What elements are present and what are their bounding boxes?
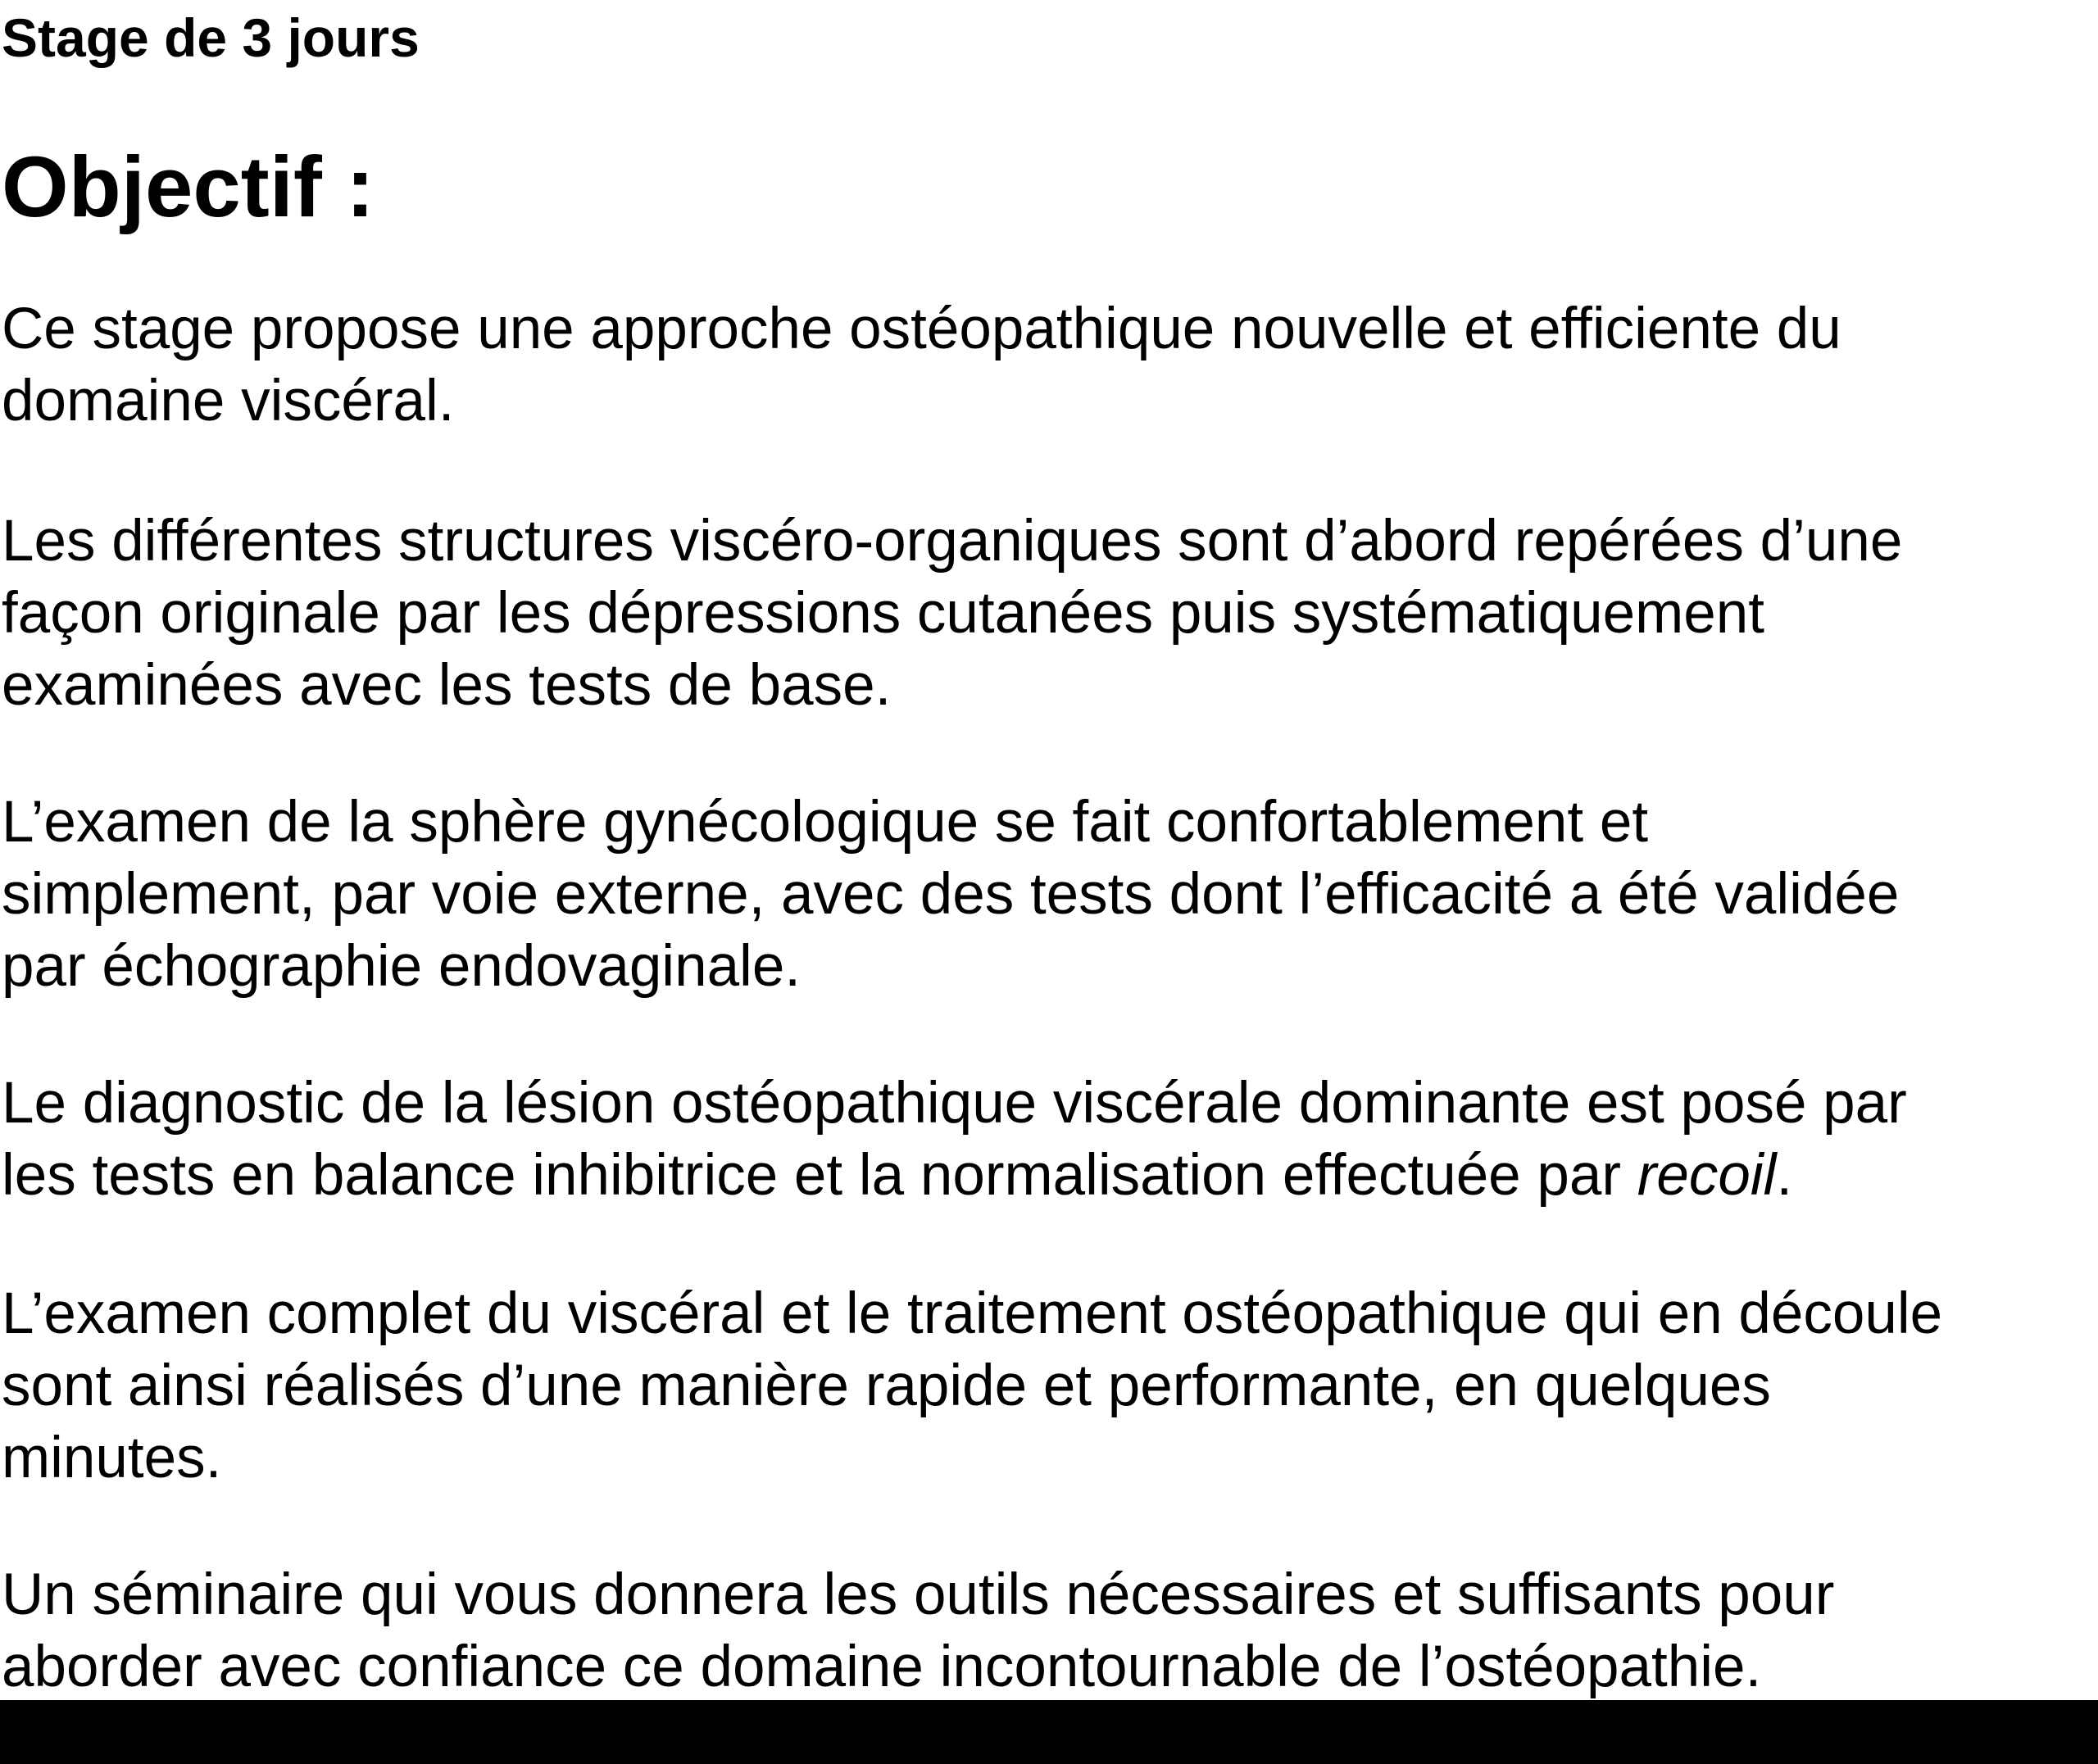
paragraph-gynecology [2, 787, 1899, 1003]
paragraph-diagnostic [2, 1068, 1907, 1212]
paragraph-line-with-italic [2, 1140, 1907, 1212]
paragraph-line: sont ainsi réalisés d’une manière rapide et performante, en quelques [2, 1354, 1771, 1418]
paragraph-line: façon originale par les dépressions cutanées puis systématiquement [2, 581, 1764, 646]
paragraph-line: minutes. [2, 1426, 222, 1490]
paragraph-structures [2, 506, 1902, 722]
paragraph-seminar [2, 1559, 1834, 1703]
paragraph-line: Les différentes structures viscéro-organiques sont d’abord repérées d’une [2, 509, 1903, 574]
paragraph-line: domaine viscéral. [2, 369, 455, 433]
paragraph-line: Un séminaire qui vous donnera les outils nécessaires et suffisants pour [2, 1562, 1835, 1627]
bottom-black-bar [0, 1700, 2098, 1764]
line-punctuation: . [1776, 1143, 1793, 1208]
objective-heading: Objectif : [2, 139, 375, 235]
paragraph-line: simplement, par voie externe, avec des tests dont l’efficacité a été validée [2, 862, 1900, 927]
paragraph-line: Le diagnostic de la lésion ostéopathique viscérale dominante est posé par [2, 1071, 1907, 1136]
paragraph-line: aborder avec confiance ce domaine incontournable de l’ostéopathie. [2, 1635, 1762, 1699]
italic-term: recoil [1637, 1143, 1777, 1208]
paragraph-line: L’examen de la sphère gynécologique se fait confortablement et [2, 790, 1649, 855]
paragraph-line: par échographie endovaginale. [2, 934, 802, 999]
line-text: les tests en balance inhibitrice et la normalisation effectuée par [2, 1143, 1637, 1208]
stage-duration-title: Stage de 3 jours [2, 7, 420, 68]
paragraph-line: Ce stage propose une approche ostéopathique nouvelle et efficiente du [2, 297, 1841, 361]
paragraph-line: examinées avec les tests de base. [2, 653, 892, 718]
paragraph-intro [2, 293, 1841, 438]
paragraph-line: L’examen complet du viscéral et le traitement ostéopathique qui en découle [2, 1281, 1943, 1346]
paragraph-complete-exam [2, 1278, 1942, 1494]
